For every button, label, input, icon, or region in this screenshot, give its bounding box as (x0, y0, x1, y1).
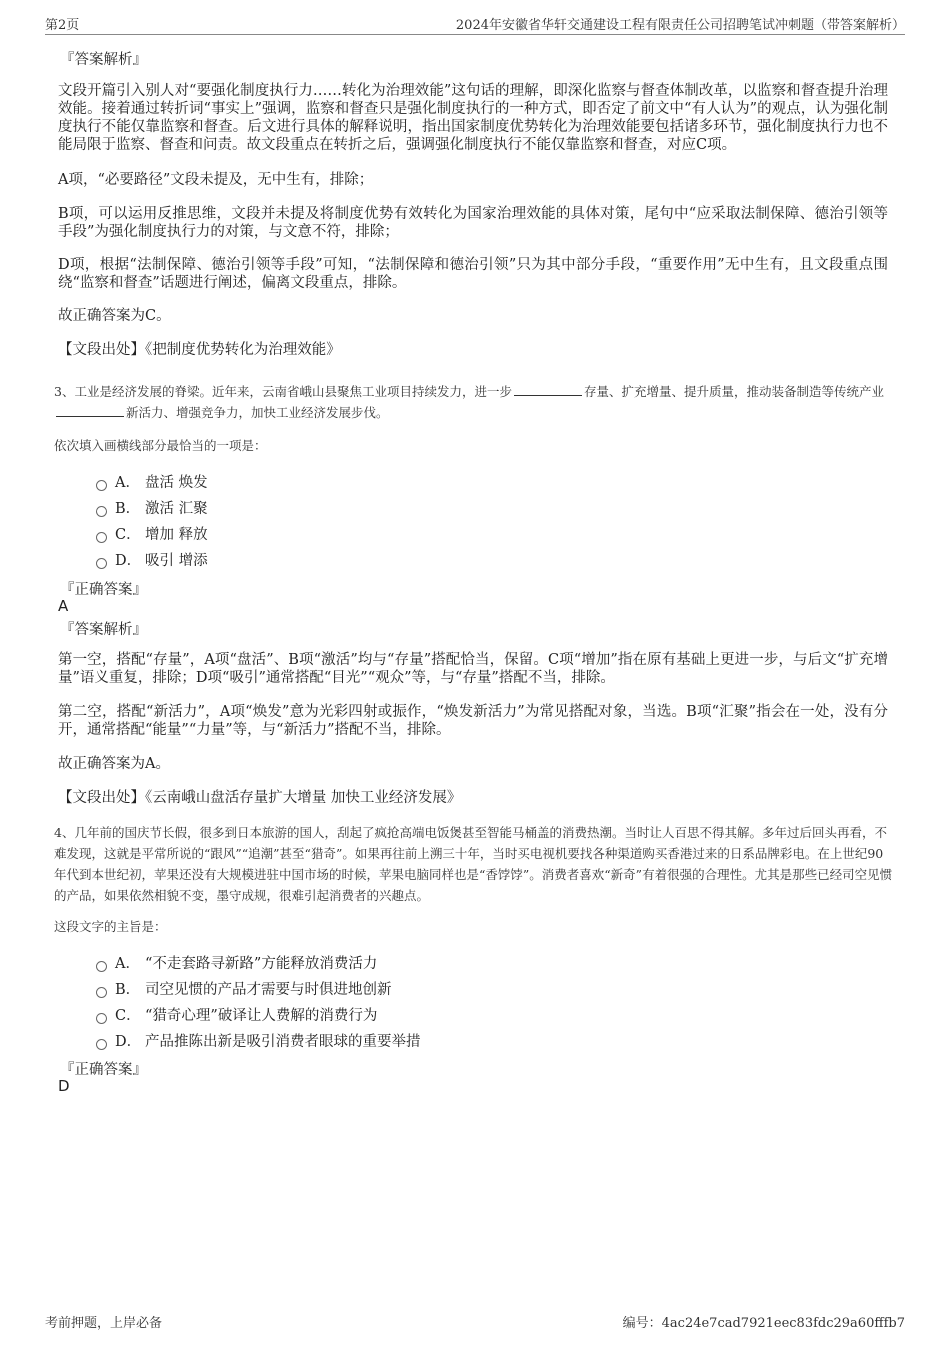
question-prompt: 依次填入画横线部分最恰当的一项是： (54, 438, 267, 453)
analysis-paragraph: 第二空，搭配“新活力”，A项“焕发”意为光彩四射或振作，“焕发新活力”为常见搭配对象，当选。B项“汇聚”指会在一处，没有分开，通常搭配“能量”“力量”等，与“新活力”搭配不当，排除。 (58, 704, 888, 738)
option-d[interactable]: D． 吸引 增添 (96, 549, 208, 569)
correct-answer-label: 『正确答案』 (60, 1062, 147, 1078)
page-number: 第2页 (45, 18, 80, 33)
correct-answer-label: 『正确答案』 (60, 582, 147, 598)
analysis-paragraph: A项，“必要路径”文段未提及，无中生有，排除； (58, 172, 374, 188)
option-a[interactable]: A． 盘活 焕发 (96, 471, 208, 491)
correct-answer: D (58, 1077, 70, 1095)
analysis-paragraph: 第一空，搭配“存量”，A项“盘活”、B项“激活”均与“存量”搭配恰当，保留。C项“增加”指在原有基础上更进一步，与后文“扩充增量”语义重复，排除；D项“吸引”通常搭配“目光”“观众”等，与“存量”搭配不当，排除。 (58, 652, 888, 686)
question-3-text: 3、工业是经济发展的脊梁。近年来，云南省峨山县聚焦工业项目持续发力，进一步 存量、扩充增量、提升质量，推动装备制造等传统产业新活力、增强竞争力，加快工业经济发展步伐。 (54, 384, 884, 420)
footer-slogan: 考前押题，上岸必备 (45, 1316, 163, 1331)
radio-button[interactable] (96, 961, 107, 972)
option-a[interactable]: A． “不走套路寻新路”方能释放消费活力 (96, 952, 377, 972)
correct-answer: A (58, 597, 69, 615)
fill-blank (56, 403, 124, 417)
question-4-text: 4、几年前的国庆节长假，很多到日本旅游的国人，刮起了疯抢高端电饭煲甚至智能马桶盖的消费热潮。当时让人百思不得其解。多年过后回头再看，不难发现，这就是平常所说的“跟风”“追潮”甚至“猎奇”。如果再往前上溯三十年，当时买电视机要找各种渠道购买香港过来的日系品牌彩电。在上世纪90年代到本世纪初，苹果还没有大规模进驻中国市场的时候，苹果电脑同样也是“香饽饽”。消费者喜欢“新奇”有着很强的合理性。尤其是那些已经司空见惯的产品，如果依然相貌不变，墨守成规，很难引起消费者的兴趣点。 (54, 825, 893, 903)
analysis-paragraph: B项，可以运用反推思维，文段并未提及将制度优势有效转化为国家治理效能的具体对策，尾句中“应采取法制保障、德治引领等手段”为强化制度执行力的对策，与文意不符，排除； (58, 206, 888, 240)
option-d[interactable]: D． 产品推陈出新是吸引消费者眼球的重要举措 (96, 1030, 421, 1050)
option-c[interactable]: C． 增加 释放 (96, 523, 208, 543)
analysis-label: 『答案解析』 (60, 622, 147, 638)
radio-button[interactable] (96, 1039, 107, 1050)
analysis-paragraph: 文段开篇引入别人对“要强化制度执行力……转化为治理效能”这句话的理解，即深化监察与督查体制改革，以监察和督查提升治理效能。接着通过转折词“事实上”强调，监察和督查只是强化制度执行的一种方式，即否定了前文中“有人认为”的观点，认为强化制度执行不能仅靠监察和督查。后文进行具体的解释说明，指出国家制度优势转化为治理效能要包括诸多环节，强化制度执行力也不能局限于监察、督查和问责。故文段重点在转折之后，强调强化制度执行不能仅靠监察和督查，对应C项。 (58, 83, 888, 153)
radio-button[interactable] (96, 558, 107, 569)
fill-blank (514, 382, 582, 396)
radio-button[interactable] (96, 506, 107, 517)
document-id: 编号：4ac24e7cad7921eec83fdc29a60fffb7 (622, 1316, 905, 1331)
option-c[interactable]: C． “猎奇心理”破译让人费解的消费行为 (96, 1004, 377, 1024)
answer-conclusion: 故正确答案为C。 (58, 308, 171, 324)
option-b[interactable]: B． 激活 汇聚 (96, 497, 208, 517)
question-prompt: 这段文字的主旨是： (54, 919, 167, 934)
radio-button[interactable] (96, 480, 107, 491)
source-citation: 【文段出处】《把制度优势转化为治理效能》 (58, 342, 341, 358)
page-header (45, 14, 905, 35)
radio-button[interactable] (96, 532, 107, 543)
source-citation: 【文段出处】《云南峨山盘活存量扩大增量 加快工业经济发展》 (58, 790, 462, 806)
document-title: 2024年安徽省华轩交通建设工程有限责任公司招聘笔试冲刺题（带答案解析） (455, 18, 905, 33)
answer-conclusion: 故正确答案为A。 (58, 756, 170, 772)
analysis-label: 『答案解析』 (60, 52, 147, 68)
analysis-paragraph: D项，根据“法制保障、德治引领等手段”可知，“法制保障和德治引领”只为其中部分手段，“重要作用”无中生有，且文段重点围绕“监察和督查”话题进行阐述，偏离文段重点，排除。 (58, 257, 888, 291)
radio-button[interactable] (96, 987, 107, 998)
radio-button[interactable] (96, 1013, 107, 1024)
option-b[interactable]: B． 司空见惯的产品才需要与时俱进地创新 (96, 978, 392, 998)
